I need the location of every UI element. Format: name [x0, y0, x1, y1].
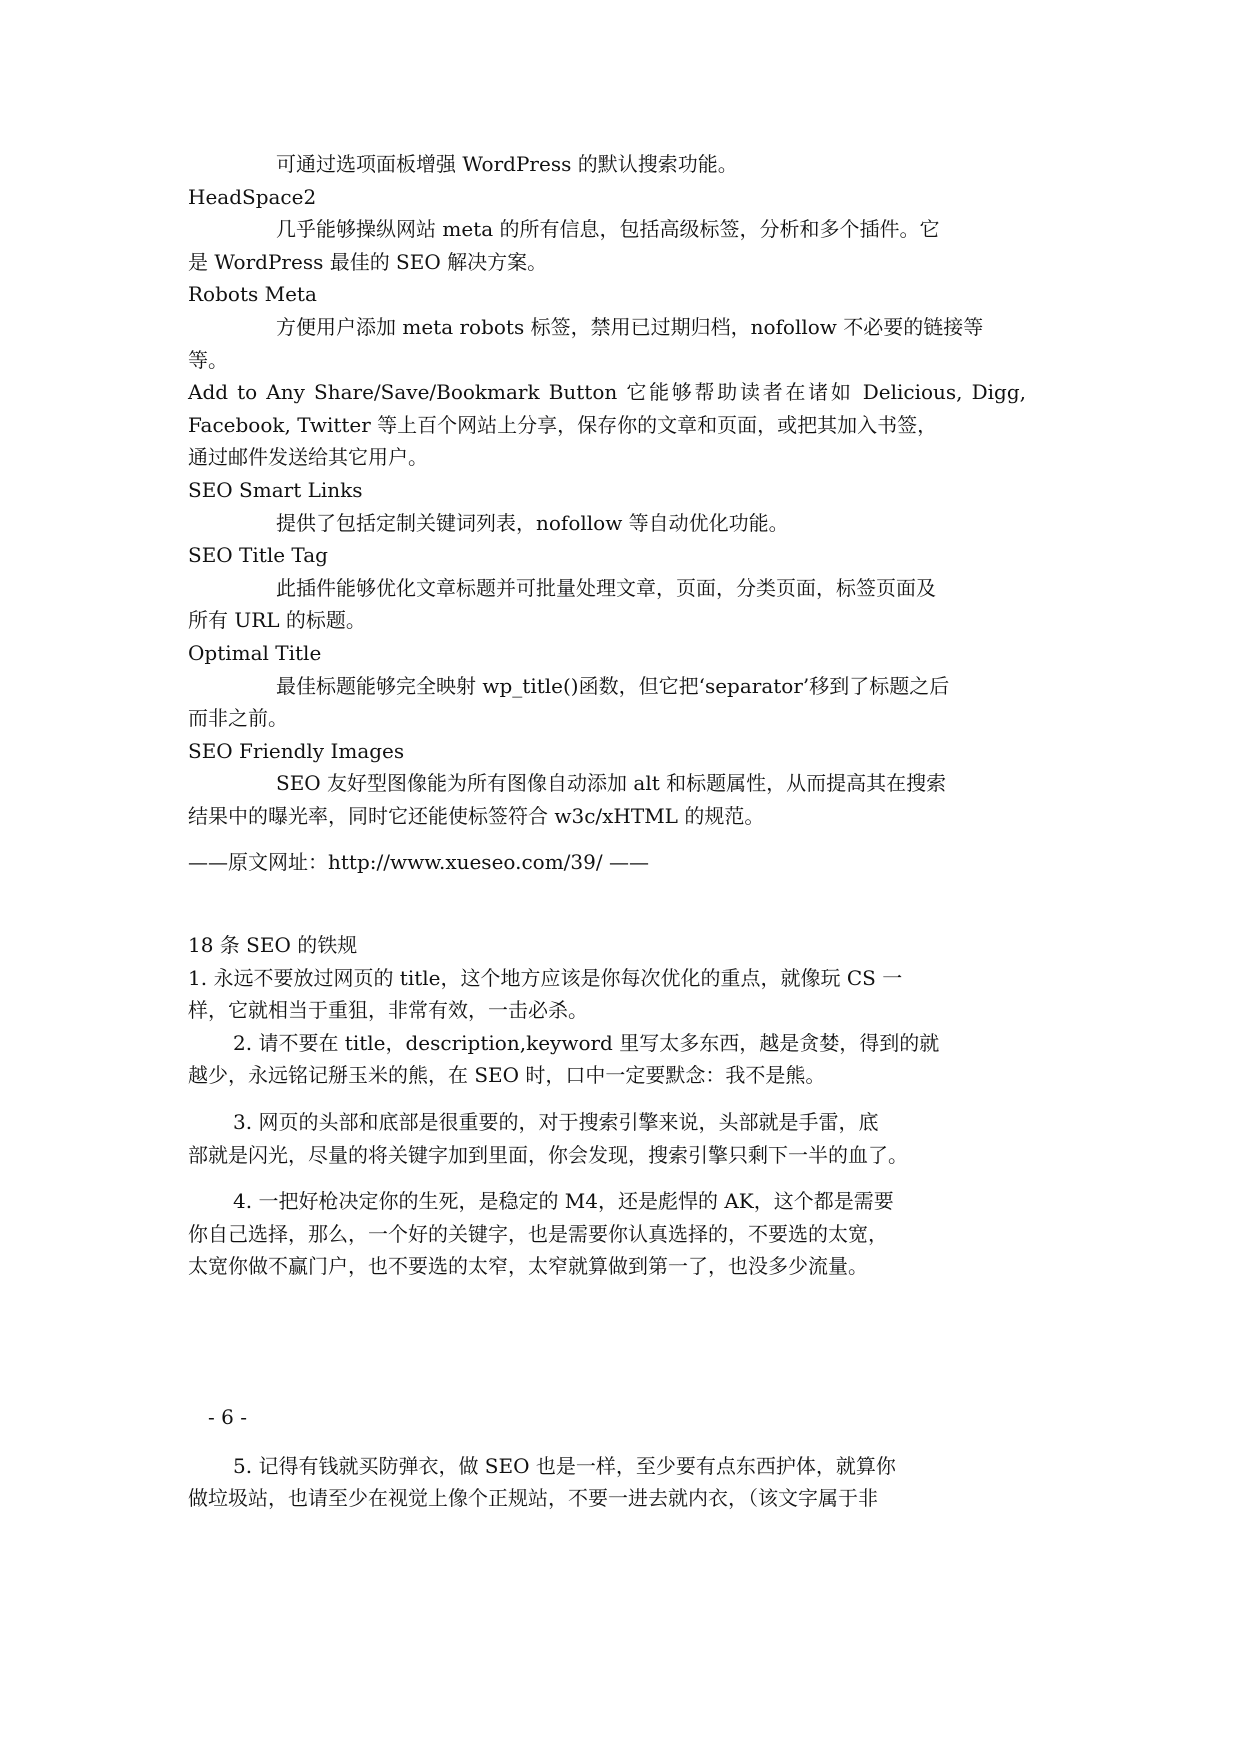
rule-line: 越少，永远铭记掰玉米的熊，在 SEO 时，口中一定要默念：我不是熊。 [188, 1063, 826, 1088]
plugin-desc-line: 是 WordPress 最佳的 SEO 解决方案。 [188, 249, 548, 274]
rule-line: 太宽你做不赢门户，也不要选的太窄，太窄就算做到第一了，也没多少流量。 [188, 1254, 868, 1279]
plugin-desc-line: 等。 [188, 347, 228, 372]
rule-line: 你自己选择，那么，一个好的关键字，也是需要你认真选择的，不要选的太宽， [188, 1221, 888, 1246]
plugin-desc-line: 方便用户添加 meta robots 标签，禁用已过期归档，nofollow 不必要的链接等 [276, 314, 984, 339]
rule-line: 做垃圾站，也请至少在视觉上像个正规站，不要一进去就内衣，（该文字属于非 [188, 1486, 878, 1511]
plugin-desc-line: SEO 友好型图像能为所有图像自动添加 alt 和标题属性，从而提高其在搜索 [276, 771, 947, 796]
plugin-desc-line: 几乎能够操纵网站 meta 的所有信息，包括高级标签，分析和多个插件。它 [276, 217, 940, 242]
plugin-desc-line: 结果中的曝光率，同时它还能使标签符合 w3c/xHTML 的规范。 [188, 803, 765, 828]
rule-line: 1. 永远不要放过网页的 title，这个地方应该是你每次优化的重点，就像玩 CS 一 [188, 965, 903, 990]
plugin-desc-line: 最佳标题能够完全映射 wp_title()函数，但它把‘separator’移到了标题之后 [276, 673, 950, 698]
plugin-name: SEO Friendly Images [188, 738, 405, 763]
rule-line: 3. 网页的头部和底部是很重要的，对于搜索引擎来说，头部就是手雷，底 [233, 1110, 879, 1135]
plugin-desc-line: 提供了包括定制关键词列表，nofollow 等自动优化功能。 [276, 510, 789, 535]
plugin-name: Optimal Title [188, 640, 322, 665]
plugin-name: SEO Smart Links [188, 477, 363, 502]
plugin-desc-line: 而非之前。 [188, 706, 288, 731]
plugin-desc-line: 可通过选项面板增强 WordPress 的默认搜索功能。 [276, 152, 738, 176]
rule-line: 5. 记得有钱就买防弹衣，做 SEO 也是一样，至少要有点东西护体，就算你 [233, 1453, 896, 1478]
plugin-desc-line: 通过邮件发送给其它用户。 [188, 445, 428, 470]
rule-line: 部就是闪光，尽量的将关键字加到里面，你会发现，搜索引擎只剩下一半的血了。 [188, 1142, 908, 1167]
plugin-desc-line: Add to Any Share/Save/Bookmark Button 它能够帮助读者在诸如 Delicious, Digg, [188, 380, 1026, 405]
rule-line: 2. 请不要在 title，description,keyword 里写太多东西，越是贪婪，得到的就 [233, 1030, 940, 1055]
plugin-name: Robots Meta [188, 282, 317, 307]
rule-line: 4. 一把好枪决定你的生死，是稳定的 M4，还是彪悍的 AK，这个都是需要 [233, 1189, 894, 1214]
plugin-desc-line: 此插件能够优化文章标题并可批量处理文章，页面，分类页面，标签页面及 [276, 575, 936, 600]
plugin-name: HeadSpace2 [188, 184, 317, 209]
page-number: - 6 - [208, 1405, 247, 1429]
plugin-desc-line: Facebook, Twitter 等上百个网站上分享，保存你的文章和页面，或把其加入书签， [188, 412, 938, 437]
plugin-name: SEO Title Tag [188, 543, 328, 568]
article-title: 18 条 SEO 的铁规 [188, 933, 358, 958]
plugin-desc-line: 所有 URL 的标题。 [188, 608, 366, 633]
source-url-line: ——原文网址：http://www.xueseo.com/39/ —— [188, 850, 649, 875]
rule-line: 样，它就相当于重狙，非常有效，一击必杀。 [188, 998, 588, 1023]
document-page [188, 148, 1038, 1515]
